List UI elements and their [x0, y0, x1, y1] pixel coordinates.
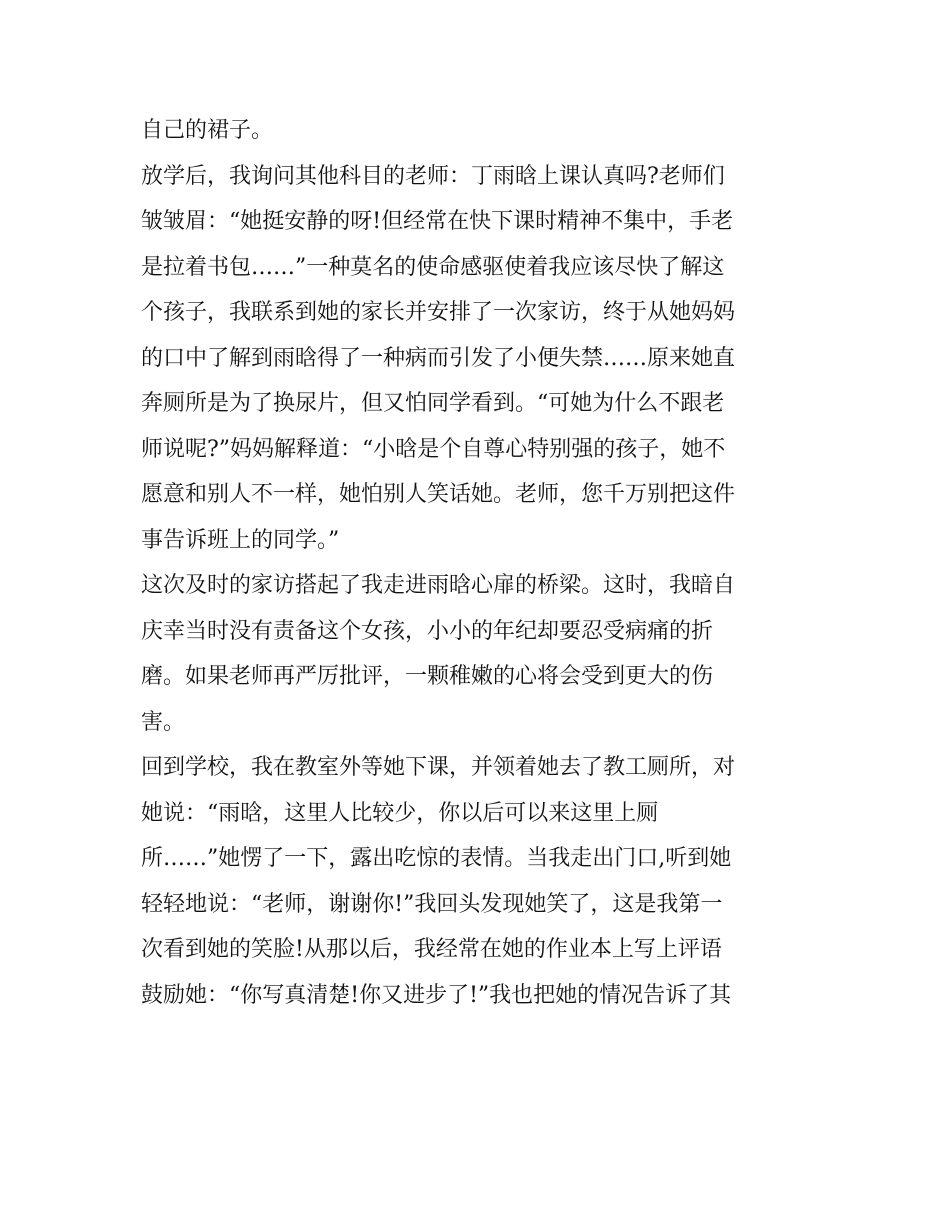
text-line: 所……”她愣了一下，露出吃惊的表情。当我走出门口,听到她 [141, 846, 732, 871]
text-line: 的口中了解到雨晗得了一种病而引发了小便失禁……原来她直 [141, 345, 736, 371]
text-line: 奔厕所是为了换尿片，但又怕同学看到。“可她为什么不跟老 [141, 391, 725, 416]
text-line: 轻轻地说：“老师，谢谢你!”我回头发现她笑了，这是我第一 [141, 891, 723, 917]
text-line: 自己的裙子。 [141, 118, 274, 143]
text-line: 次看到她的笑脸!从那以后，我经常在她的作业本上写上评语 [141, 937, 722, 962]
text-line: 个孩子，我联系到她的家长并安排了一次家访，终于从她妈妈 [141, 300, 736, 325]
body-text [141, 108, 831, 1018]
text-line: 愿意和别人不一样，她怕别人笑话她。老师，您千万别把这件 [141, 482, 736, 507]
text-line: 是拉着书包……”一种莫名的使命感驱使着我应该尽快了解这 [141, 254, 725, 280]
text-line: 回到学校，我在教室外等她下课，并领着她去了教工厕所，对 [141, 755, 736, 780]
text-line: 皱皱眉：“她挺安静的呀!但经常在快下课时精神不集中，手老 [141, 209, 734, 234]
text-line: 放学后，我询问其他科目的老师：丁雨晗上课认真吗?老师们 [141, 163, 725, 189]
text-line: 事告诉班上的同学。” [141, 527, 340, 553]
text-line: 这次及时的家访搭起了我走进雨晗心扉的桥梁。这时，我暗自 [141, 573, 736, 598]
text-line: 庆幸当时没有责备这个女孩，小小的年纪却要忍受病痛的折 [141, 618, 714, 644]
text-line: 害。 [141, 709, 186, 735]
text-line: 师说呢?”妈妈解释道：“小晗是个自尊心特别强的孩子，她不 [141, 436, 726, 462]
text-line: 磨。如果老师再严厉批评，一颗稚嫩的心将会受到更大的伤 [141, 664, 714, 689]
text-line: 她说：“雨晗，这里人比较少，你以后可以来这里上厕 [141, 800, 659, 826]
text-line: 鼓励她：“你写真清楚!你又进步了!”我也把她的情况告诉了其 [141, 982, 732, 1008]
